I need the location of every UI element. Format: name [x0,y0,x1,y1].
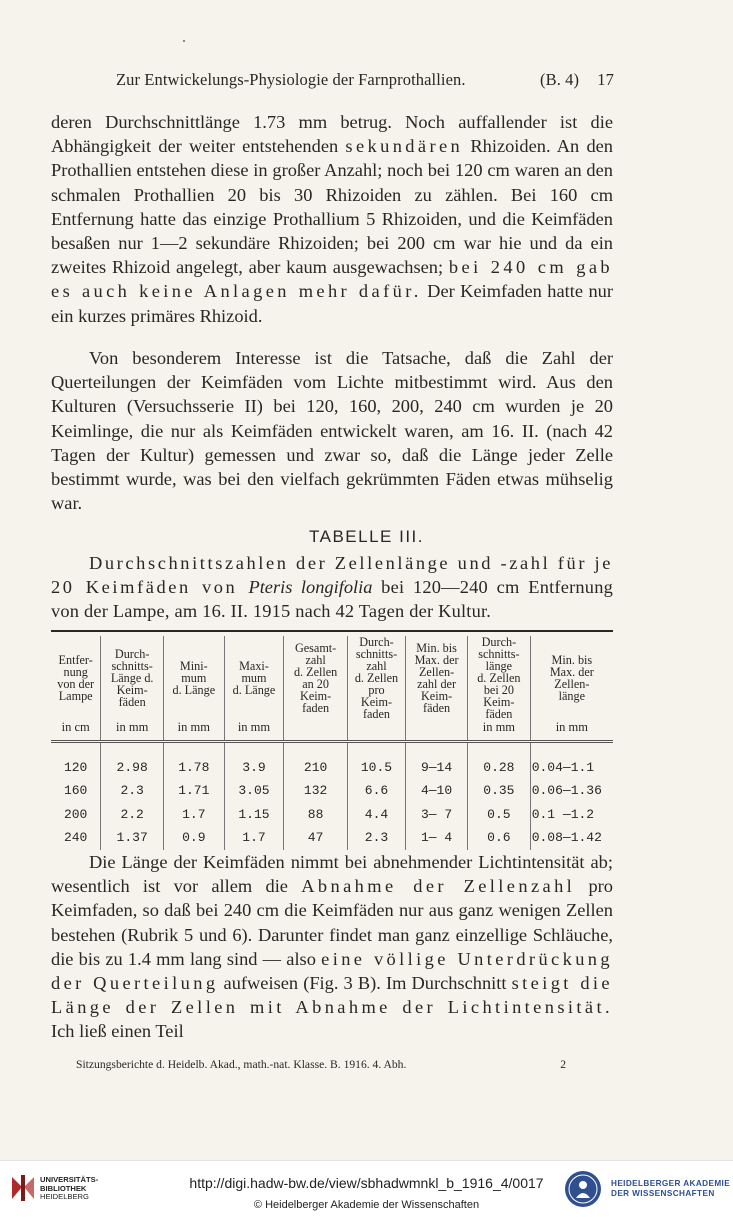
footer-line [76,1058,576,1071]
table-row [51,827,613,851]
table-header-cell: Min. bis Max. der Zellen- länge [549,653,594,703]
table-unit-cell: in cm [51,720,101,742]
library-name-line-3: HEIDELBERG [40,1192,89,1201]
table-body [51,742,613,851]
table-header-cell: Durch- schnitts- Länge d. Keim- fäden [101,636,164,720]
p1-text-c: Rhizoiden. An den Prothallien entstehen diese in großer Anzahl; noch bei 120 cm waren an den schmalen Prothallien 20 bis 30 Rhizoiden zu zählen. Bei 160 cm Entfernung hatte das einzige Prothallium 5 Rhizoiden, und die Keimfäden besaßen nur 1—2 sekundäre Rhizoiden; bei 200 cm war hie und da ein zweites Rhizoid angelegt, aber kaum ausgewachsen; [51,136,614,278]
table-unit-cell [347,720,405,742]
table-unit-cell [284,720,348,742]
table-cell: 0.6 [468,827,531,851]
library-name-line-1: UNIVERSITÄTS- [40,1175,99,1184]
table-cell: 1— 4 [406,827,468,851]
table-cell: 0.28 [468,742,531,780]
p1-text-a: deren Durchschnittlänge 1.73 mm betrug. Noch auffallender ist die Abhängigkeit der weiter entstehenden [51,112,613,157]
table-header-cell: Gesamt- zahl d. Zellen an 20 Keim- faden [284,636,348,720]
table-cell: 0.1 —1.2 [531,806,595,822]
table-caption [51,551,613,624]
table-cell: 2.3 [101,780,164,804]
caption-species: Pteris longifolia [248,577,373,598]
library-bar [0,1160,733,1217]
table-heading: TABELLE III. [308,527,424,546]
table-units-row [51,720,613,742]
table-cell: 1.15 [224,803,284,827]
table-cell: 1.71 [163,780,224,804]
table-cell: 2.98 [101,742,164,780]
footer-text: Sitzungsberichte d. Heidelb. Akad., math.-nat. Klasse. B. 1916. 4. Abh. [76,1058,407,1071]
table-header-cell: Maxi- mum d. Länge [224,636,284,720]
table-header-row [51,636,613,720]
table-row [51,742,613,780]
table-cell: 4—10 [406,780,468,804]
paragraph-laenge [51,850,613,1044]
table-cell: 0.04—1.1 [531,759,595,775]
running-head-title: Zur Entwickelungs-Physiologie der Farnprothallien. [116,70,466,89]
table-cell: 200 [51,803,101,827]
table-cell: 2.2 [101,803,164,827]
p2-text: Von besonderem Interesse ist die Tatsache, daß die Zahl der Querteilungen der Keimfäden vom Lichte mitbestimmt wird. Aus den Kulturen (Versuchsserie II) bei 120, 160, 200, 240 cm wurden je 20 Keimlinge, die nur als Keimfäden entwickelt waren, am 16. II. (nach 42 Tagen der Kultur) gemessen und zwar so, daß die Länge jeder Zelle bestimmt wurde, was bei den vielfach gekrümmten Fäden etwas mühselig war. [51,348,613,514]
table-cell: 210 [284,742,348,780]
table-cell: 10.5 [347,742,405,780]
table-cell: 9—14 [406,742,468,780]
table-cell: 4.4 [347,803,405,827]
running-head [116,70,616,90]
table-cell: 1.7 [163,803,224,827]
p3-emphasis-steigt: steigt die Länge der Zellen mit Abnahme der Lichtintensität. [51,973,613,1018]
academy-name-line-2: DER WISSENSCHAFTEN [611,1189,715,1198]
table-header-cell: Durch- schnitts- zahl d. Zellen pro Keim- faden [347,636,405,720]
table-unit-cell: in mm [101,720,164,742]
p3-text-g: Ich ließ einen Teil [51,1021,184,1042]
table-top-rule [51,630,613,632]
table-cell: 1.78 [163,742,224,780]
signature-mark: 2 [560,1058,566,1071]
table-header-cell: Entfer- nung von der Lampe [51,636,101,720]
p3-emphasis-unterdrueckung: eine völlige Unterdrückung der Querteilung [51,948,613,994]
caption-text-a: Durchschnittszahlen der Zellenlänge und -zahl für je 20 Keimfäden von [51,553,613,598]
table-cell: 132 [284,780,348,804]
table-cell: 6.6 [347,780,405,804]
paragraph-querteilungen [51,346,613,515]
table-cell: 0.06—1.36 [531,783,602,798]
paragraph-continued [51,110,613,328]
table-unit-cell: in mm [163,720,224,742]
copyright-notice: © Heidelberger Akademie der Wissenschaften [253,1199,480,1211]
table-header-cell: Mini- mum d. Länge [163,636,224,720]
caption-text-b: bei 120—240 cm Entfernung von der Lampe, am 16. II. 1915 nach 42 Tagen der Kultur. [51,577,613,622]
table-cell: 0.08—1.42 [531,830,602,845]
table-cell: 120 [51,742,101,780]
table-header-cell: Min. bis Max. der Zellen- zahl der Keim- fäden [406,636,468,720]
p3-text-a: Die Länge der Keimfäden nimmt bei abnehmender Lichtintensität ab; wesentlich ist vor allem die [51,852,613,897]
running-head-section: (B. 4) [540,70,580,89]
table-cell: 88 [284,803,348,827]
table-cell: 47 [284,827,348,851]
p1-emphasis-240cm: bei 240 cm gab es auch keine Anlagen mehr dafür. [51,257,613,302]
table-row [51,780,613,804]
table-cell: 240 [51,827,101,851]
p1-emphasis-sekundaeren: sekundären [345,136,464,157]
p1-text-e: Der Keimfaden hatte nur ein kurzes primäres Rhizoid. [51,281,613,326]
data-table [51,636,613,850]
scan-speck [183,40,185,42]
table-cell: 0.5 [468,803,531,827]
academy-name [611,1179,730,1199]
table-cell: 0.35 [468,780,531,804]
p3-text-e: aufweisen (Fig. 3 B). Im Durchschnitt [218,973,512,994]
academy-seal-icon [564,1170,602,1208]
table-unit-cell: in mm [468,720,531,742]
academy-name-line-1: HEIDELBERGER AKADEMIE [611,1179,731,1188]
table-cell: 0.9 [163,827,224,851]
table-cell: 3.05 [224,780,284,804]
table-unit-cell [406,720,468,742]
library-name-line-2: BIBLIOTHEK [40,1183,87,1193]
p3-text-c: pro Keimfaden, so daß bei 240 cm die Keimfäden nur aus ganz wenigen Zellen bestehen (Rubrik 5 und 6). Darunter findet man ganz einzellige Schläuche, die bis zu 1.4 mm lang sind — also [51,876,613,969]
table-cell: 3.9 [224,742,284,780]
table-cell: 160 [51,780,101,804]
table-cell: 3— 7 [406,803,468,827]
p3-emphasis-abnahme: Abnahme der Zellenzahl [301,876,576,897]
table-unit-cell: in mm [224,720,284,742]
table-unit-cell: in mm [530,720,613,742]
table-cell: 1.7 [224,827,284,851]
table-header-cell: Durch- schnitts- länge d. Zellen bei 20 Keim- fäden [468,636,531,720]
table-cell: 1.37 [101,827,164,851]
permalink-url[interactable]: http://digi.hadw-bw.de/view/sbhadwmnkl_b_1916_4/0017 [189,1175,544,1191]
page-number: 17 [597,70,614,89]
table-cell: 2.3 [347,827,405,851]
table-row [51,803,613,827]
